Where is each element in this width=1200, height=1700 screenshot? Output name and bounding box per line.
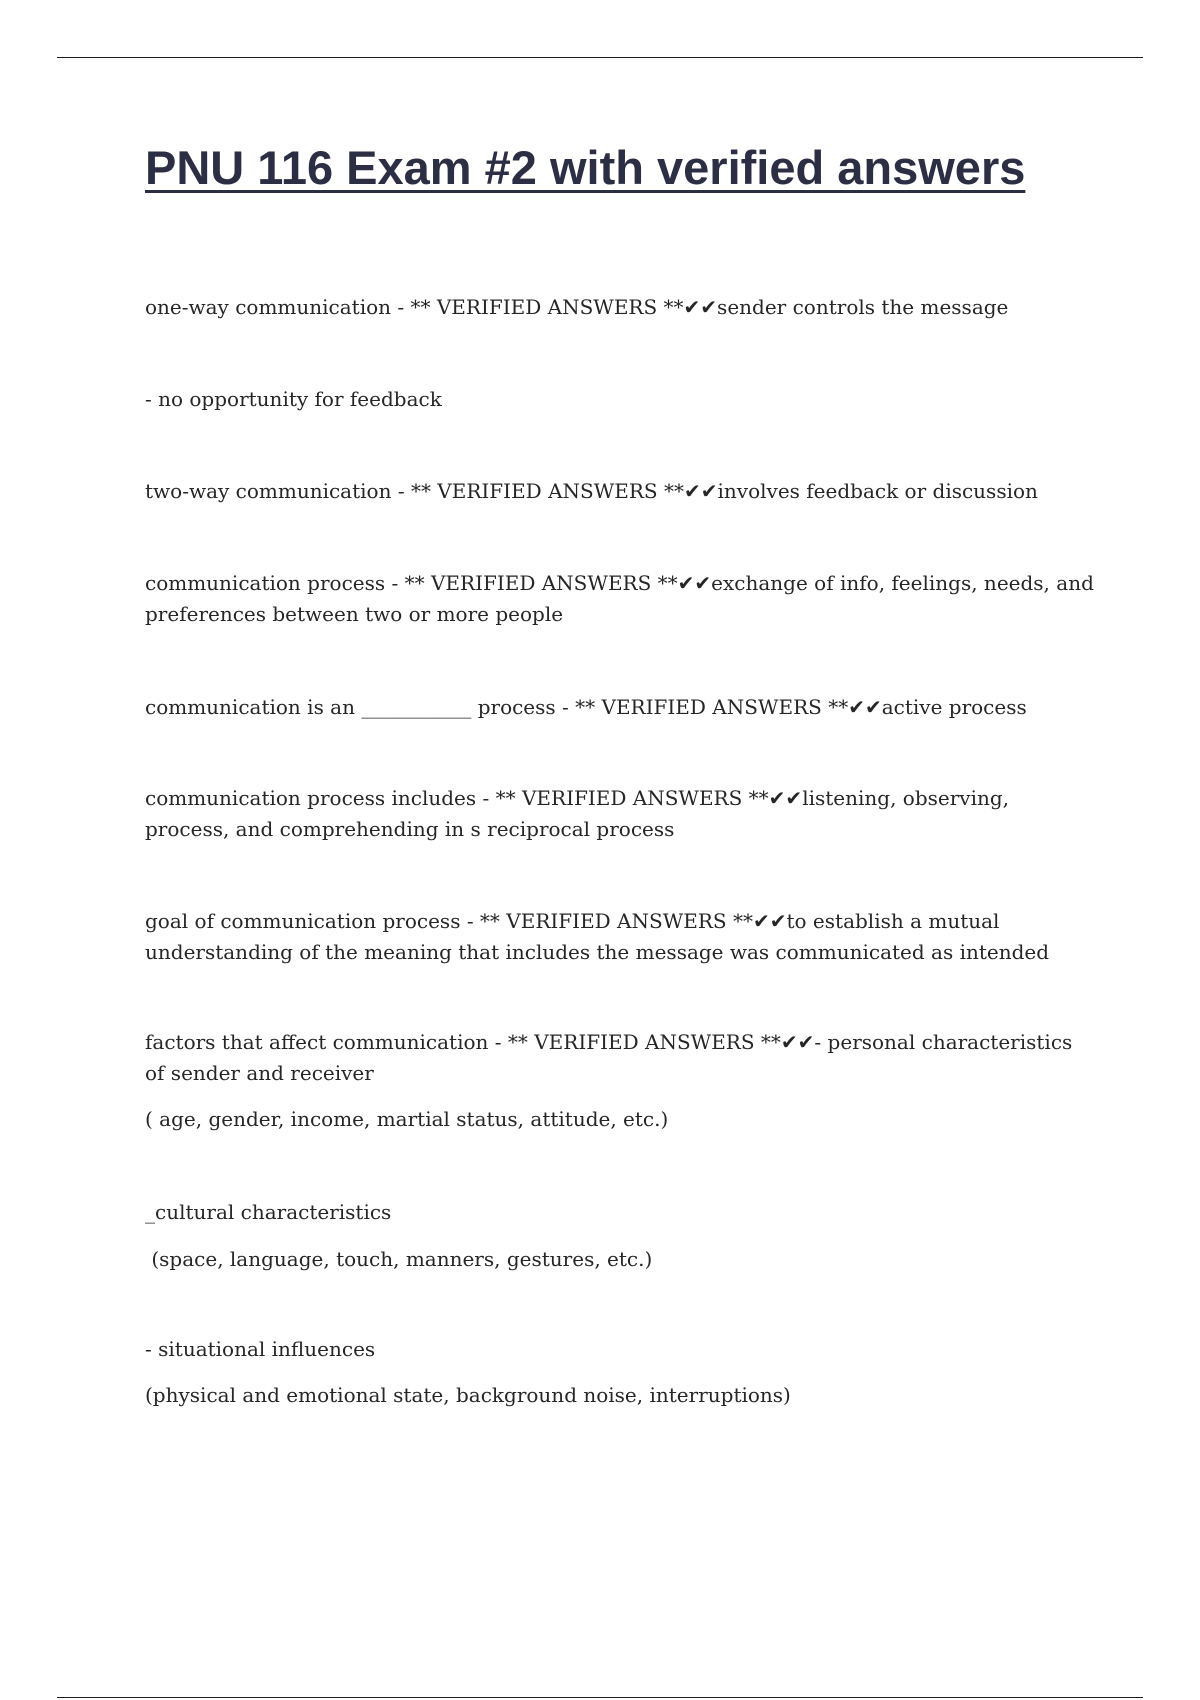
paragraph-personal-examples: ( age, gender, income, martial status, attitude, etc.) xyxy=(145,1107,669,1131)
top-rule xyxy=(57,57,1143,58)
paragraph-one-way-communication: one-way communication - ** VERIFIED ANSWERS **✔✔sender controls the message xyxy=(145,295,1009,319)
paragraph-situational-examples: (physical and emotional state, background noise, interruptions) xyxy=(145,1383,791,1407)
paragraph-communication-process: communication process - ** VERIFIED ANSWERS **✔✔exchange of info, feelings, needs, and preferences between two or more people xyxy=(145,571,1094,626)
paragraph-goal: goal of communication process - ** VERIFIED ANSWERS **✔✔to establish a mutual understanding of the meaning that includes the message was communicated as intended xyxy=(145,909,1050,964)
paragraph-active-process: communication is an ___________ process - ** VERIFIED ANSWERS **✔✔active process xyxy=(145,695,1027,719)
document-title: PNU 116 Exam #2 with verified answers xyxy=(145,141,1026,194)
paragraph-no-feedback: - no opportunity for feedback xyxy=(145,387,442,411)
paragraph-factors: factors that affect communication - ** VERIFIED ANSWERS **✔✔- personal characteristics of sender and receiver xyxy=(145,1030,1073,1085)
paragraph-process-includes: communication process includes - ** VERIFIED ANSWERS **✔✔listening, observing, process, and comprehending in s reciprocal process xyxy=(145,786,1010,841)
paragraph-situational-influences: - situational influences xyxy=(145,1337,376,1361)
paragraph-two-way-communication: two-way communication - ** VERIFIED ANSWERS **✔✔involves feedback or discussion xyxy=(145,479,1038,503)
paragraph-cultural-characteristics: _cultural characteristics xyxy=(145,1200,392,1224)
paragraph-cultural-examples: (space, language, touch, manners, gestures, etc.) xyxy=(145,1247,653,1271)
bottom-rule xyxy=(57,1697,1143,1698)
